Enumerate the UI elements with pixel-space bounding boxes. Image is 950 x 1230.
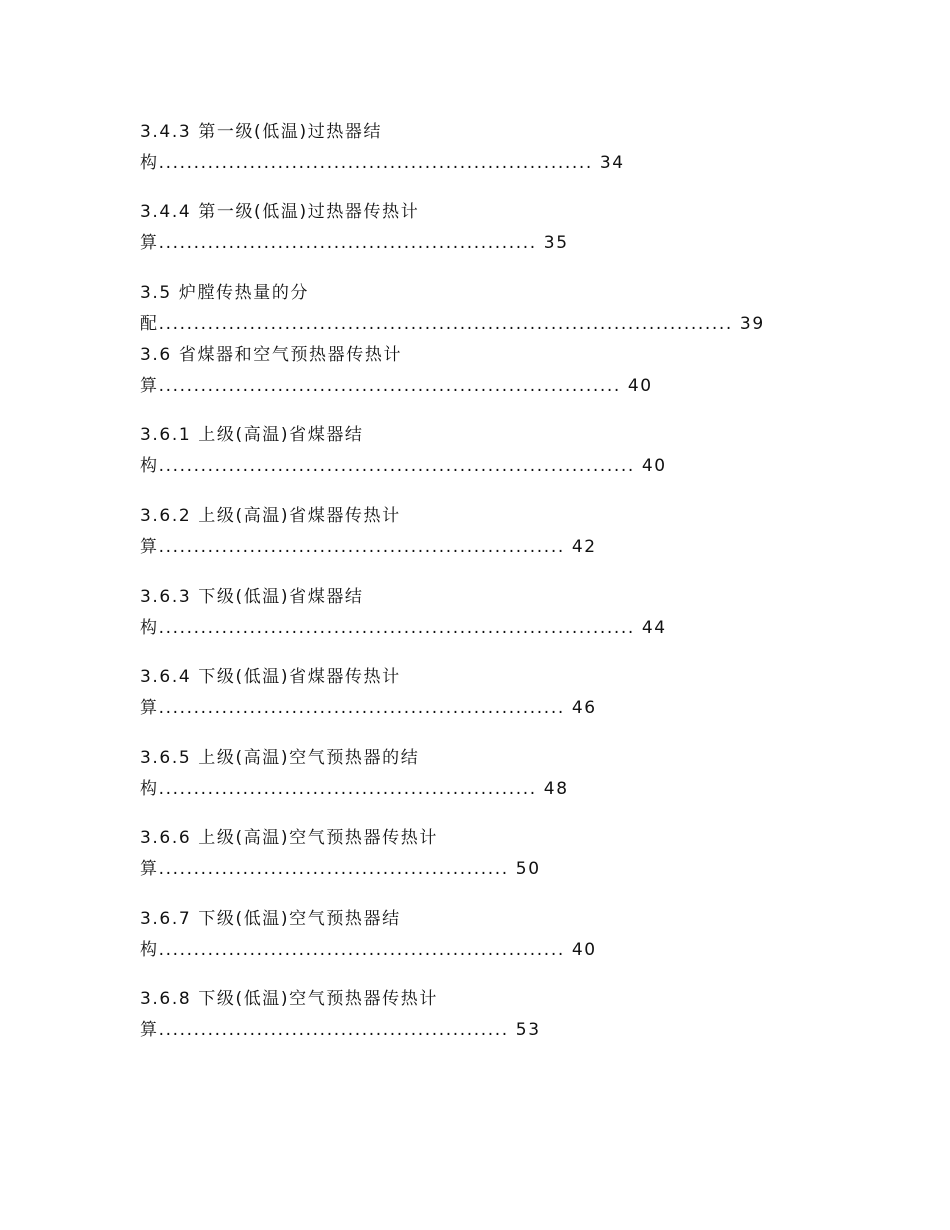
toc-entry-title: [140, 666, 401, 688]
toc-entry-leader: [140, 455, 667, 477]
toc-entry-title: [140, 424, 364, 446]
toc-entry-leader: [140, 778, 569, 800]
toc-entry-leader: [140, 939, 597, 961]
toc-entry-leader: [140, 536, 597, 558]
toc-entry-page: 算.......................................................... 46: [140, 698, 597, 718]
toc-entry-heading: 3.6 省煤器和空气预热器传热计: [140, 345, 403, 365]
toc-entry-leader: [140, 858, 541, 880]
toc-entry-leader: [140, 152, 625, 174]
toc-entry-leader: [140, 232, 569, 254]
toc-entry-page: 构.................................................................... 44: [140, 618, 667, 638]
toc-entry-heading: 3.6.6 上级(高温)空气预热器传热计: [140, 828, 438, 848]
toc-entry-heading: 3.6.7 下级(低温)空气预热器结: [140, 909, 401, 929]
toc-entry-page: 算.................................................. 53: [140, 1020, 541, 1040]
toc-entry-title: [140, 586, 364, 608]
toc-entry-heading: 3.6.5 上级(高温)空气预热器的结: [140, 748, 420, 768]
toc-entry-leader: [140, 1019, 541, 1041]
toc-entry-leader: [140, 617, 667, 639]
toc-entry-title: [140, 201, 419, 223]
toc-entry-heading: 3.4.4 第一级(低温)过热器传热计: [140, 202, 420, 222]
toc-entry-title: [140, 282, 309, 304]
toc-entry-heading: 3.4.3 第一级(低温)过热器结: [140, 122, 383, 142]
toc-entry-leader: [140, 313, 765, 335]
toc-entry-heading: 3.6.8 下级(低温)空气预热器传热计: [140, 989, 438, 1009]
toc-entry-heading: 3.6.2 上级(高温)省煤器传热计: [140, 506, 401, 526]
toc-entry-page: 构...................................................... 48: [140, 779, 569, 799]
toc-entry-page: 算.................................................................. 40: [140, 376, 653, 396]
toc-entry-heading: 3.6.1 上级(高温)省煤器结: [140, 425, 364, 445]
toc-entry-page: 配.................................................................................. 39: [140, 314, 765, 334]
toc-entry-page: 构.................................................................... 40: [140, 456, 667, 476]
toc-entry-heading: 3.5 炉膛传热量的分: [140, 283, 310, 303]
toc-entry-title: [140, 747, 419, 769]
toc-entry-title: [140, 121, 382, 143]
toc-entry-title: [140, 505, 401, 527]
toc-entry-page: 算.......................................................... 42: [140, 537, 597, 557]
toc-entry-title: [140, 908, 401, 930]
toc-entry-page: 算.................................................. 50: [140, 859, 541, 879]
toc-entry-page: 算...................................................... 35: [140, 233, 569, 253]
toc-entry-page: 构.......................................................... 40: [140, 940, 597, 960]
toc-entry-heading: 3.6.4 下级(低温)省煤器传热计: [140, 667, 401, 687]
toc-entry-heading: 3.6.3 下级(低温)省煤器结: [140, 587, 364, 607]
toc-entry-title: [140, 344, 402, 366]
toc-entry-title: [140, 827, 438, 849]
toc-entry-leader: [140, 697, 597, 719]
toc-entry-title: [140, 988, 438, 1010]
toc-entry-leader: [140, 375, 653, 397]
toc-entry-page: 构.............................................................. 34: [140, 153, 625, 173]
